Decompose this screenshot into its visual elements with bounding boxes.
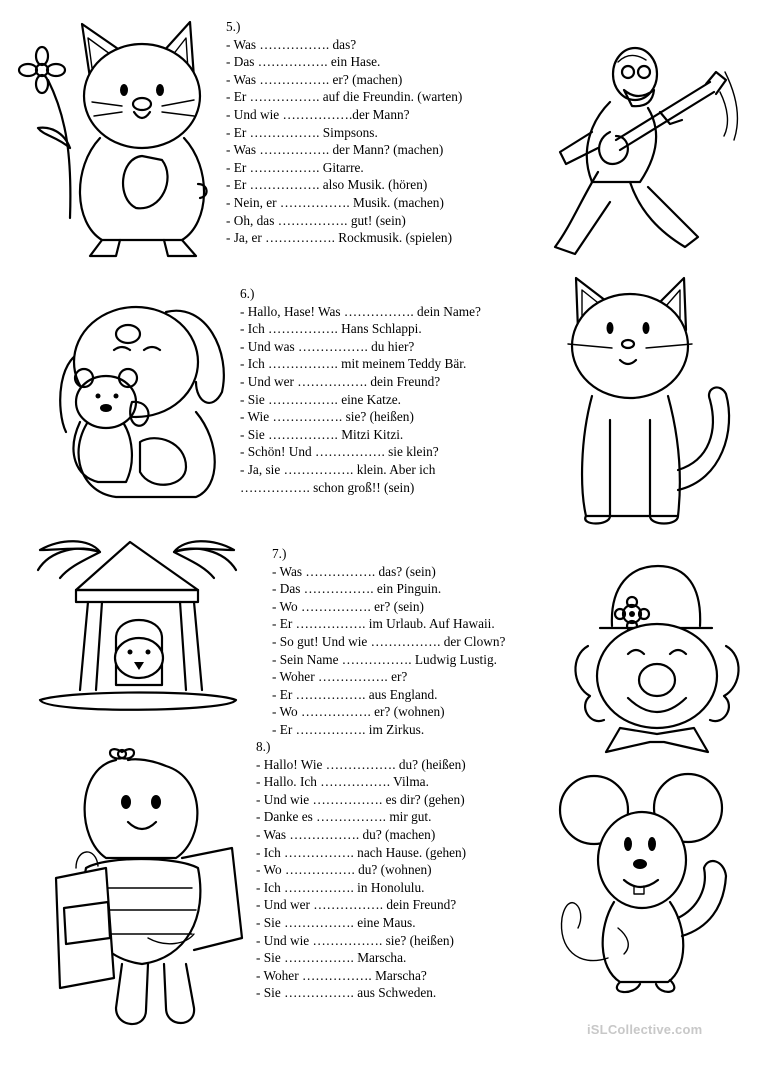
- bunny-with-teddy-bear-image: [36, 292, 228, 504]
- exercise-8: [256, 738, 466, 1002]
- exercise-line: - Ich ……………. nach Hause. (gehen): [256, 844, 467, 860]
- exercise-line: - Sie ……………. eine Katze.: [240, 391, 401, 407]
- exercise-line: - Hallo! Wie ……………. du? (heißen): [256, 756, 466, 772]
- exercise-line: - Sie ……………. eine Maus.: [256, 914, 416, 930]
- exercise-lines: [256, 756, 466, 1002]
- exercise-number: 7.): [272, 546, 287, 561]
- mouse-waving-image: [548, 768, 748, 1000]
- bunny-with-flower-image: [12, 8, 217, 258]
- exercise-line: - Er ……………. aus England.: [272, 686, 438, 702]
- exercise-line: - Ich ……………. in Honolulu.: [256, 879, 425, 895]
- exercise-line: - Das ……………. ein Pinguin.: [272, 581, 442, 597]
- penguin-in-palm-hut-image: [30, 530, 244, 720]
- exercise-line: - Er ……………. im Zirkus.: [272, 721, 425, 737]
- exercise-line: - Ja, sie ……………. klein. Aber ich: [240, 461, 436, 477]
- exercise-line: - Und wie ……………. sie? (heißen): [256, 932, 454, 948]
- homer-playing-guitar-image: [520, 32, 752, 262]
- watermark: iSLCollective.com: [587, 1022, 703, 1037]
- exercise-6: [240, 285, 481, 496]
- exercise-line: - Er ……………. im Urlaub. Auf Hawaii.: [272, 616, 495, 632]
- exercise-lines: [226, 36, 462, 247]
- exercise-line: - Sie ……………. Mitzi Kitzi.: [240, 426, 404, 442]
- exercise-line: - Und wie …………….der Mann?: [226, 106, 410, 122]
- exercise-line: - Schön! Und ……………. sie klein?: [240, 444, 439, 460]
- turtle-with-backpack-image: [36, 738, 250, 1050]
- exercise-line: - Das ……………. ein Hase.: [226, 54, 381, 70]
- clown-face-image: [570, 556, 744, 760]
- exercise-number: 8.): [256, 739, 271, 754]
- exercise-line: - Sein Name ……………. Ludwig Lustig.: [272, 651, 497, 667]
- exercise-line: - Wo ……………. er? (wohnen): [272, 704, 445, 720]
- exercise-line: - Woher ……………. Marscha?: [256, 967, 427, 983]
- exercise-line: - Ich ……………. mit meinem Teddy Bär.: [240, 356, 467, 372]
- exercise-line: - So gut! Und wie ……………. der Clown?: [272, 633, 506, 649]
- exercise-line: - Und was ……………. du hier?: [240, 338, 415, 354]
- exercise-line: - Wo ……………. er? (sein): [272, 598, 424, 614]
- exercise-line: - Ich ……………. Hans Schlappi.: [240, 321, 422, 337]
- exercise-line: - Was ……………. das?: [226, 36, 357, 52]
- exercise-line: - Danke es ……………. mir gut.: [256, 809, 432, 825]
- exercise-line: - Oh, das ……………. gut! (sein): [226, 212, 406, 228]
- exercise-line: - Ja, er ……………. Rockmusik. (spielen): [226, 230, 453, 246]
- exercise-line: - Wie ……………. sie? (heißen): [240, 409, 414, 425]
- exercise-line: - Woher ……………. er?: [272, 669, 408, 685]
- exercise-line: - Sie ……………. aus Schweden.: [256, 985, 437, 1001]
- exercise-line: - Sie ……………. Marscha.: [256, 950, 407, 966]
- exercise-7: [272, 545, 505, 739]
- exercise-line: - Hallo, Hase! Was ……………. dein Name?: [240, 303, 481, 319]
- exercise-number: 6.): [240, 286, 255, 301]
- exercise-line: - Er ……………. Simpsons.: [226, 124, 378, 140]
- exercise-line: - Und wer ……………. dein Freund?: [256, 897, 457, 913]
- exercise-line: - Was ……………. er? (machen): [226, 71, 403, 87]
- exercise-line: - Er ……………. auf die Freundin. (warten): [226, 89, 463, 105]
- exercise-line: - Und wer ……………. dein Freund?: [240, 373, 441, 389]
- exercise-line: ……………. schon groß!! (sein): [240, 479, 415, 495]
- exercise-lines: [272, 563, 505, 739]
- exercise-5: [226, 18, 462, 247]
- exercise-line: - Er ……………. Gitarre.: [226, 159, 364, 175]
- exercise-line: - Und wie ……………. es dir? (gehen): [256, 791, 465, 807]
- cat-sitting-image: [560, 270, 740, 532]
- exercise-number: 5.): [226, 19, 241, 34]
- exercise-line: - Er ……………. also Musik. (hören): [226, 177, 428, 193]
- exercise-line: - Nein, er ……………. Musik. (machen): [226, 194, 444, 210]
- exercise-line: - Was ……………. du? (machen): [256, 826, 436, 842]
- exercise-line: - Was ……………. der Mann? (machen): [226, 142, 444, 158]
- exercise-line: - Was ……………. das? (sein): [272, 563, 436, 579]
- exercise-line: - Wo ……………. du? (wohnen): [256, 862, 432, 878]
- exercise-lines: [240, 303, 481, 497]
- exercise-line: - Hallo. Ich ……………. Vilma.: [256, 774, 429, 790]
